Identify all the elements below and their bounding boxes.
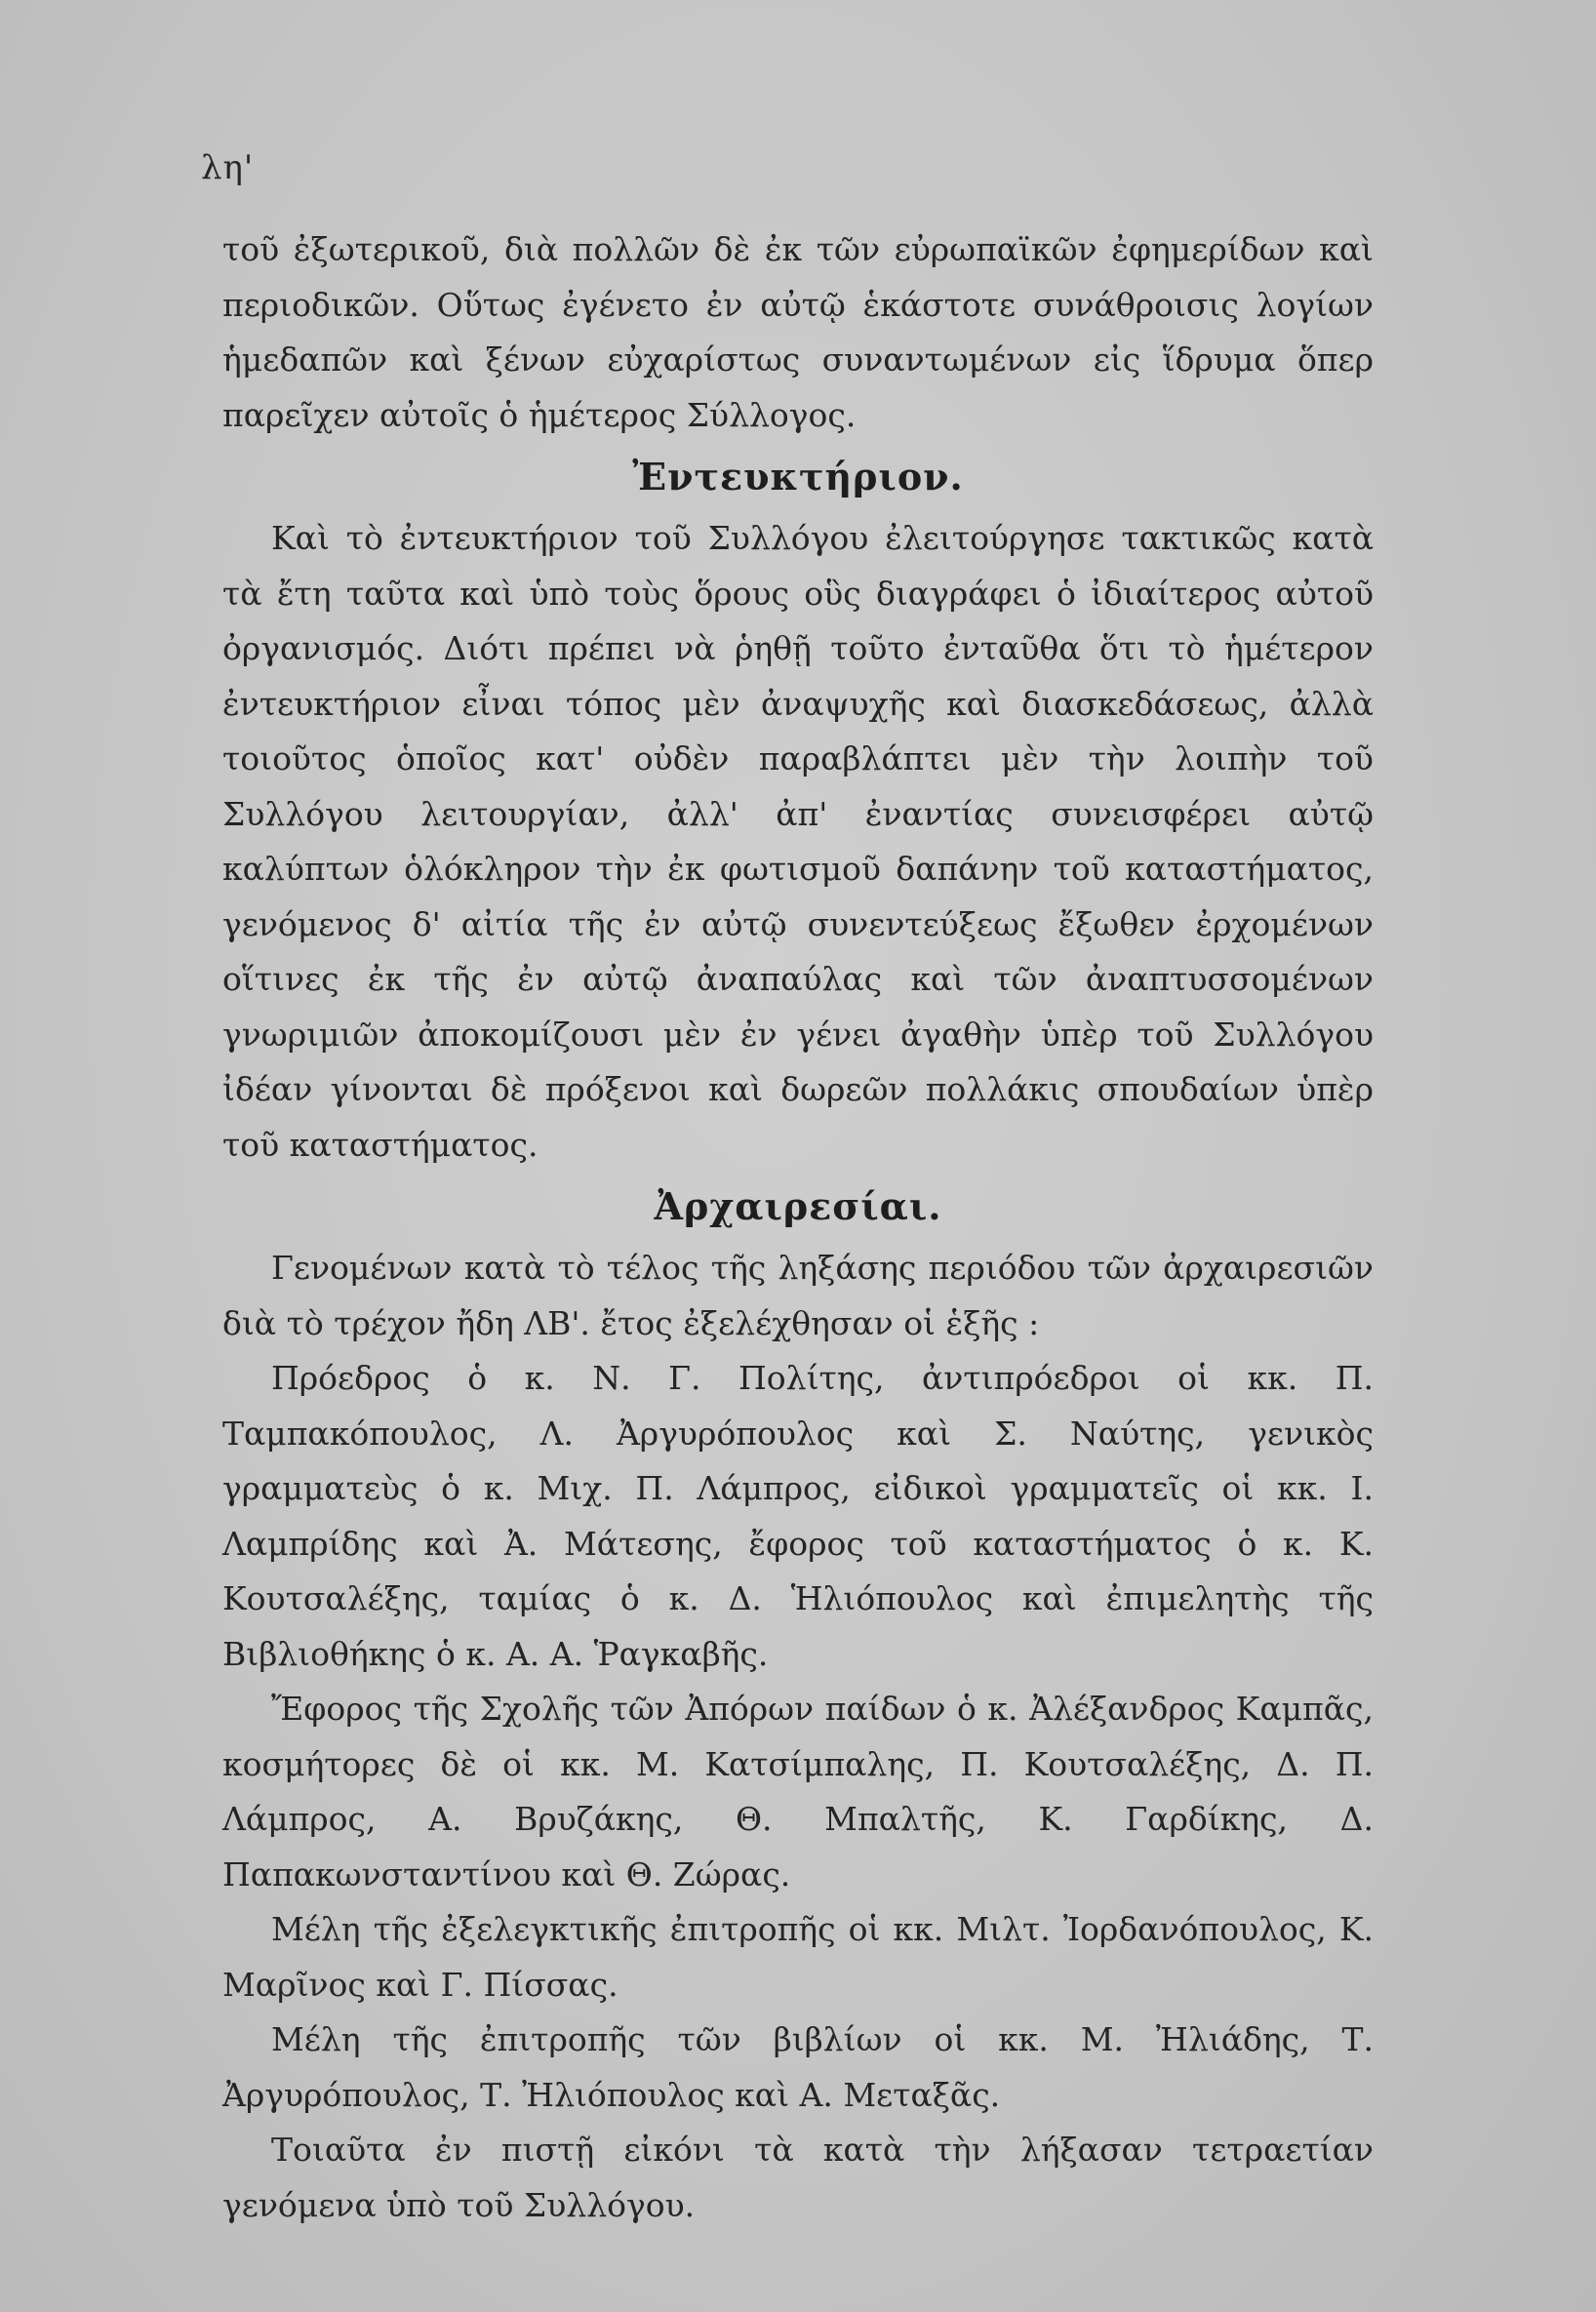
section-heading-enteuktirion: Ἐντευκτήριον.	[632, 455, 964, 498]
board-members-paragraph: Πρόεδρος ὁ κ. Ν. Γ. Πολίτης, ἀντιπρόεδροι οἱ κκ. Π. Ταμπακόπουλος, Λ. Ἀργυρόπουλος καὶ Σ. Ναύτης, γενικὸς γραμματεὺς ὁ κ. Μιχ. Π. Λάμπρος, εἰδικοὶ γραμματεῖς οἱ κκ. Ι. Λαμπρίδης καὶ Ἀ. Μάτεσης, ἔφορος τοῦ καταστήματος ὁ κ. Κ. Κουτσαλέξης, ταμίας ὁ κ. Δ. Ἡλιόπουλος καὶ ἐπιμελητὴς τῆς Βιβλιοθήκης ὁ κ. Α. Α. Ῥαγκαβῆς.	[222, 1359, 1374, 1673]
page-number: λη'	[201, 148, 255, 187]
enteuktirion-paragraph: Καὶ τὸ ἐντευκτήριον τοῦ Συλλόγου ἐλειτούργησε τακτικῶς κατὰ τὰ ἔτη ταῦτα καὶ ὑπὸ τοὺς ὅρους οὓς διαγράφει ὁ ἰδιαίτερος αὐτοῦ ὀργανισμός. Διότι πρέπει νὰ ῥηθῇ τοῦτο ἐνταῦθα ὅτι τὸ ἡμέτερον ἐντευκτήριον εἶναι τόπος μὲν ἀναψυχῆς καὶ διασκεδάσεως, ἀλλὰ τοιοῦτος ὁποῖος κατ' οὐδὲν παραβλάπτει μὲν τὴν λοιπὴν τοῦ Συλλόγου λειτουργίαν, ἀλλ' ἀπ' ἐναντίας συνεισφέρει αὐτῷ καλύπτων ὁλόκληρον τὴν ἐκ φωτισμοῦ δαπάνην τοῦ καταστήματος, γενόμενος δ' αἰτία τῆς ἐν αὐτῷ συνεντεύξεως ἔξωθεν ἐρχομένων οἵτινες ἐκ τῆς ἐν αὐτῷ ἀναπαύλας καὶ τῶν ἀναπτυσσομένων γνωριμιῶν ἀποκομίζουσι μὲν ἐν γένει ἀγαθὴν ὑπὲρ τοῦ Συλλόγου ἰδέαν γίνονται δὲ πρόξενοι καὶ δωρεῶν πολλάκις σπουδαίων ὑπὲρ τοῦ καταστήματος.	[222, 519, 1374, 1164]
books-committee-paragraph: Μέλη τῆς ἐπιτροπῆς τῶν βιβλίων οἱ κκ. Μ. Ἠλιάδης, Τ. Ἀργυρόπουλος, Τ. Ἠλιόπουλος καὶ Α. Μεταξᾶς.	[222, 2020, 1374, 2114]
section-heading-archairesiai: Ἀρχαιρεσίαι.	[654, 1184, 942, 1228]
closing-paragraph: Τοιαῦτα ἐν πιστῇ εἰκόνι τὰ κατὰ τὴν λήξασαν τετραετίαν γενόμενα ὑπὸ τοῦ Συλλόγου.	[222, 2131, 1374, 2224]
intro-paragraph: τοῦ ἐξωτερικοῦ, διὰ πολλῶν δὲ ἐκ τῶν εὐρωπαϊκῶν ἐφημερίδων καὶ περιοδικῶν. Οὕτως ἐγένετο ἐν αὐτῷ ἑκάστοτε συνάθροισις λογίων ἡμεδαπῶν καὶ ξένων εὐχαρίστως συναντωμένων εἰς ἵδρυμα ὅπερ παρεῖχεν αὐτοῖς ὁ ἡμέτερος Σύλλογος.	[222, 230, 1374, 434]
page-text	[222, 222, 1374, 2233]
elections-intro-paragraph: Γενομένων κατὰ τὸ τέλος τῆς ληξάσης περιόδου τῶν ἀρχαιρεσιῶν διὰ τὸ τρέχον ἤδη ΛΒ'. ἔτος ἐξελέχθησαν οἱ ἑξῆς :	[222, 1249, 1374, 1342]
audit-committee-paragraph: Μέλη τῆς ἐξελεγκτικῆς ἐπιτροπῆς οἱ κκ. Μιλτ. Ἰορδανόπουλος, Κ. Μαρῖνος καὶ Γ. Πίσσας.	[222, 1910, 1374, 2004]
school-ephors-paragraph: Ἔφορος τῆς Σχολῆς τῶν Ἀπόρων παίδων ὁ κ. Ἀλέξανδρος Καμπᾶς, κοσμήτορες δὲ οἱ κκ. Μ. Κατσίμπαλης, Π. Κουτσαλέξης, Δ. Π. Λάμπρος, Α. Βρυζάκης, Θ. Μπαλτῆς, Κ. Γαρδίκης, Δ. Παπακωνσταντίνου καὶ Θ. Ζώρας.	[222, 1690, 1374, 1893]
